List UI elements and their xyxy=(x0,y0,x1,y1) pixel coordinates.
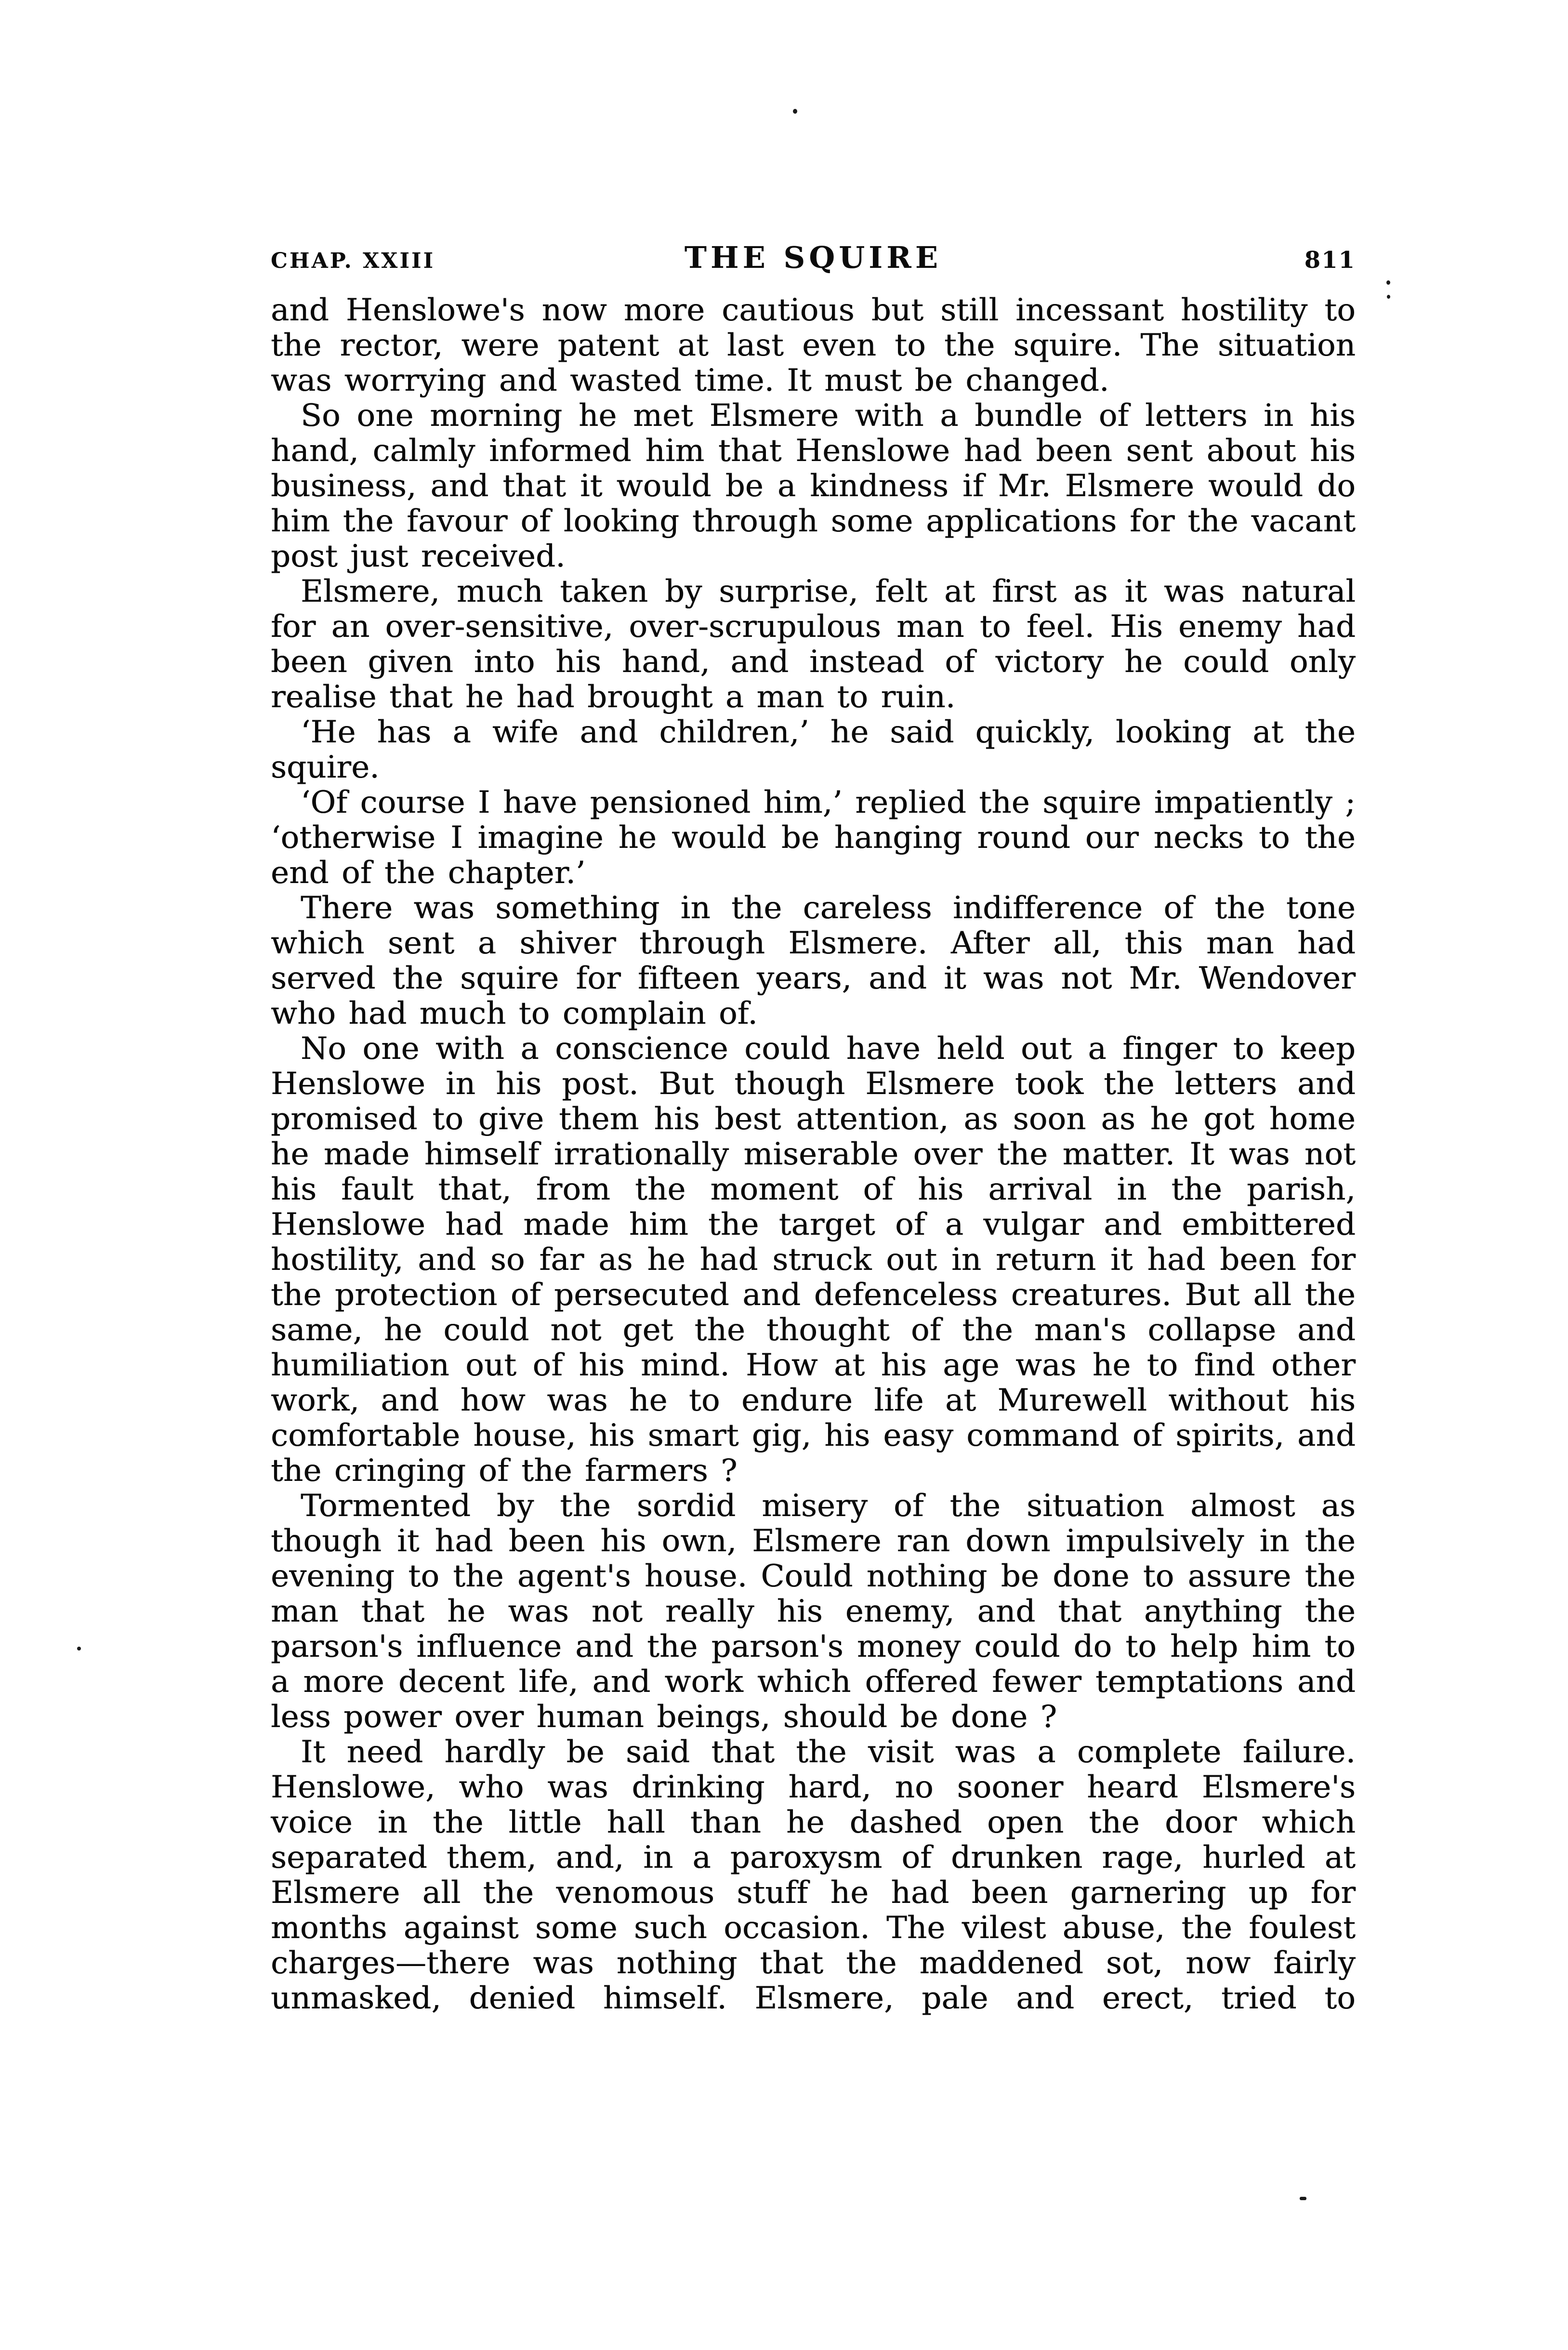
scan-speck xyxy=(1387,295,1390,299)
paragraph: So one morning he met Elsmere with a bundle of letters in his hand, calmly informed him that Henslowe had been sent about his business, and that it would be a kindness if Mr. Elsmere would do him the favour of looking through some applications for the vacant post just received. xyxy=(271,398,1356,574)
paragraph: Tormented by the sordid misery of the situation almost as though it had been his own, Elsmere ran down impulsively in the evening to the agent's house. Could nothing be done to assure the man that he was not really his enemy, and that anything the parson's influence and the parson's money could do to help him to a more decent life, and work which offered fewer temptations and less power over human beings, should be done ? xyxy=(271,1488,1356,1735)
paragraph: It need hardly be said that the visit was a complete failure. Henslowe, who was drinking hard, no sooner heard Elsmere's voice in the little hall than he dashed open the door which separated them, and, in a paroxysm of drunken rage, hurled at Elsmere all the venomous stuff he had been garnering up for months against some such occasion. The vilest abuse, the foulest charges—there was nothing that the maddened sot, now fairly unmasked, denied himself. Elsmere, pale and erect, tried to xyxy=(271,1734,1356,2016)
paragraph: and Henslowe's now more cautious but still incessant hostility to the rector, were patent at last even to the squire. The situation was worrying and wasted time. It must be changed. xyxy=(271,292,1356,398)
paragraph: Elsmere, much taken by surprise, felt at first as it was natural for an over-sensitive, over-scrupulous man to feel. His enemy had been given into his hand, and instead of victory he could only realise that he had brought a man to ruin. xyxy=(271,574,1356,715)
paragraph: ‘Of course I have pensioned him,’ replied the squire impatiently ; ‘otherwise I imagine he would be hanging round our necks to the end of the chapter.’ xyxy=(271,785,1356,891)
running-header xyxy=(271,240,1356,275)
scan-speck xyxy=(1300,2197,1306,2200)
paragraph: There was something in the careless indifference of the tone which sent a shiver through Elsmere. After all, this man had served the squire for fifteen years, and it was not Mr. Wendover who had much to complain of. xyxy=(271,890,1356,1031)
paragraph: No one with a conscience could have held out a finger to keep Henslowe in his post. But though Elsmere took the letters and promised to give them his best attention, as soon as he got home he made himself irrationally miserable over the matter. It was not his fault that, from the moment of his arrival in the parish, Henslowe had made him the target of a vulgar and embittered hostility, and so far as he had struck out in return it had been for the protection of persecuted and defenceless creatures. But all the same, he could not get the thought of the man's collapse and humiliation out of his mind. How at his age was he to find other work, and how was he to endure life at Murewell without his comfortable house, his smart gig, his easy command of spirits, and the cringing of the farmers ? xyxy=(271,1031,1356,1489)
text-column xyxy=(271,240,1356,2016)
chapter-label: CHAP. XXIII xyxy=(271,249,435,273)
scan-speck xyxy=(77,1647,81,1650)
page-body xyxy=(271,293,1356,2016)
page-number: 811 xyxy=(1304,247,1356,274)
page-title: THE SQUIRE xyxy=(684,240,942,275)
scan-speck xyxy=(1386,280,1390,285)
scan-speck xyxy=(793,109,797,114)
paragraph: ‘He has a wife and children,’ he said quickly, looking at the squire. xyxy=(271,714,1356,785)
